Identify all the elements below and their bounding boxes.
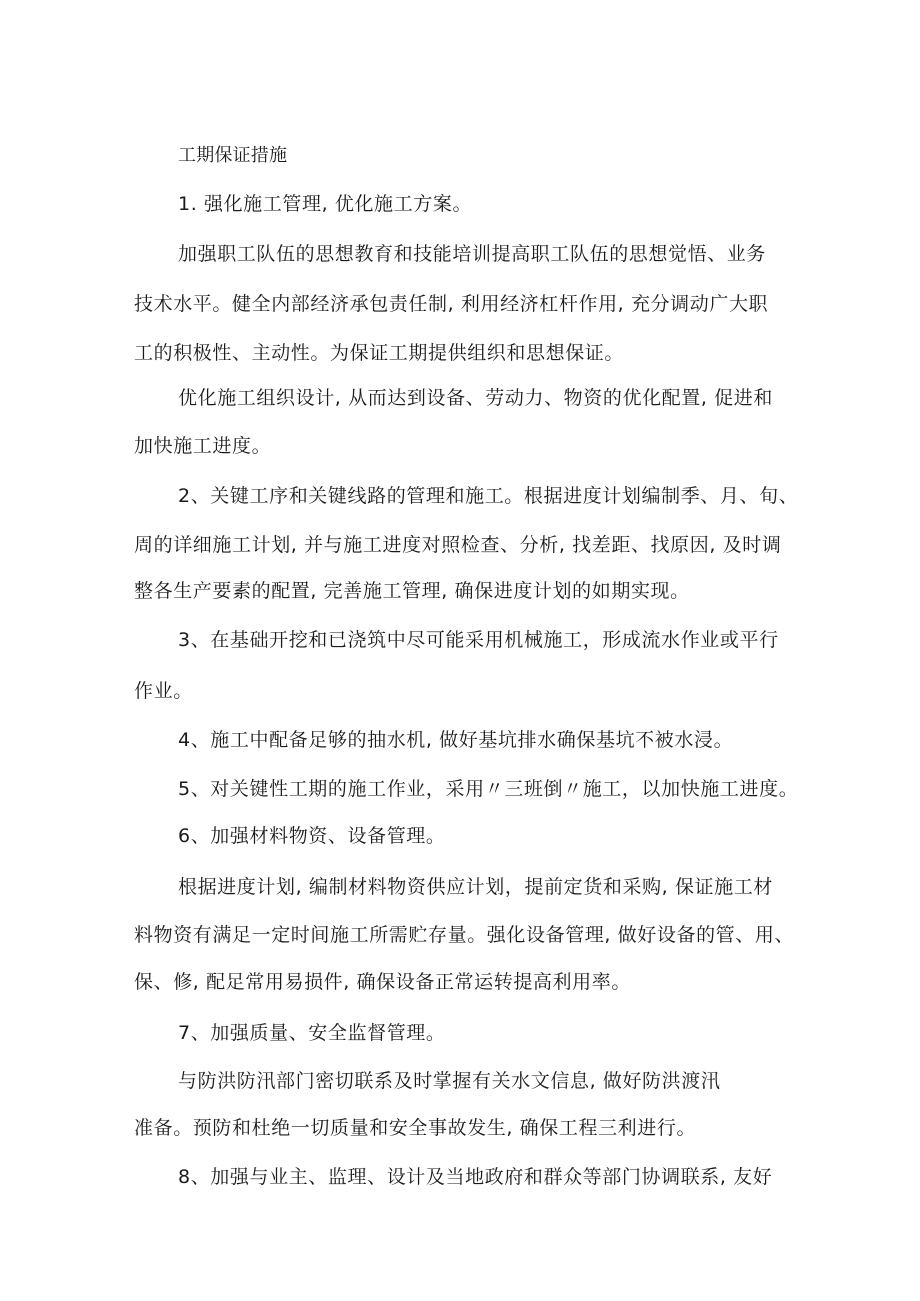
heading-2: 2、关键工序和关键线路的管理和施工。根据进度计划编制季、月、旬、 xyxy=(178,485,799,507)
paragraph-line: 加快施工进度。 xyxy=(134,435,272,457)
paragraph-line: 周的详细施工计划, 并与施工进度对照检查、分析, 找差距、找原因, 及时调 xyxy=(134,534,782,556)
paragraph-line: 作业。 xyxy=(134,680,193,702)
paragraph-line: 料物资有满足一定时间施工所需贮存量。强化设备管理, 做好设备的管、用、 xyxy=(134,924,795,946)
heading-8: 8、加强与业主、监理、设计及当地政府和群众等部门协调联系, 友好 xyxy=(178,1166,773,1188)
paragraph-line: 整各生产要素的配置, 完善施工管理, 确保进度计划的如期实现。 xyxy=(134,580,690,602)
paragraph-line: 根据进度计划, 编制材料物资供应计划，提前定货和采购, 保证施工材 xyxy=(178,876,773,898)
paragraph-line: 优化施工组织设计, 从而达到设备、劳动力、物资的优化配置, 促进和 xyxy=(178,387,773,409)
heading-6: 6、加强材料物资、设备管理。 xyxy=(178,825,446,847)
heading-4: 4、施工中配备足够的抽水机, 做好基坑排水确保基坑不被水浸。 xyxy=(178,729,734,751)
document-title: 工期保证措施 xyxy=(178,145,288,166)
heading-1: 1. 强化施工管理, 优化施工方案。 xyxy=(178,193,473,215)
paragraph-line: 技术水平。健全内部经济承包责任制, 利用经济杠杆作用, 充分调动广大职 xyxy=(134,293,769,315)
paragraph-line: 准备。预防和杜绝一切质量和安全事故发生, 确保工程三利进行。 xyxy=(134,1117,697,1139)
heading-3: 3、在基础开挖和已浇筑中尽可能采用机械施工，形成流水作业或平行 xyxy=(178,629,779,651)
paragraph-line: 加强职工队伍的思想教育和技能培训提高职工队伍的思想觉悟、业务 xyxy=(178,243,767,265)
heading-7: 7、加强质量、安全监督管理。 xyxy=(178,1022,446,1044)
paragraph-line: 保、修, 配足常用易损件, 确保设备正常运转提高利用率。 xyxy=(134,971,631,993)
heading-5: 5、对关键性工期的施工作业，采用〃三班倒〃施工，以加快施工进度。 xyxy=(178,778,799,800)
paragraph-line: 与防洪防汛部门密切联系及时掌握有关水文信息, 做好防洪渡汛 xyxy=(178,1070,721,1092)
paragraph-line: 工的积极性、主动性。为保证工期提供组织和思想保证。 xyxy=(134,342,625,364)
